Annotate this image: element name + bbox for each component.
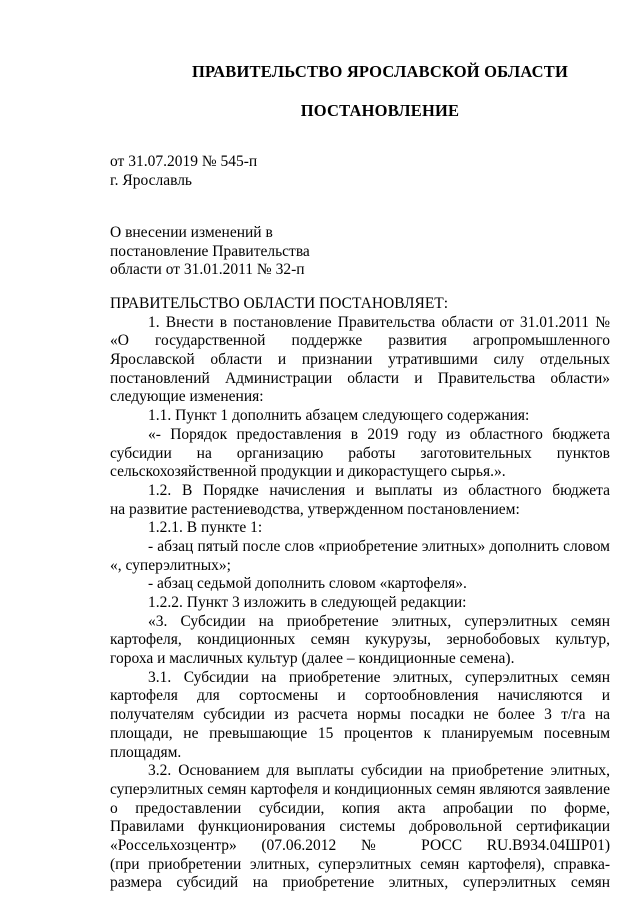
body-line: постановлений Администрации области и Правительства области» xyxy=(110,369,610,387)
body-line: «, суперэлитных»; xyxy=(110,556,231,574)
body-line: площади, не превышающие 15 процентов к планируемым посевным xyxy=(110,724,610,742)
body-line: картофеля для сортосмены и сортообновления начисляются и xyxy=(110,687,610,705)
body-line: суперэлитных семян картофеля и кондиционных семян являются заявление xyxy=(110,780,610,798)
body-line: субсидии на организацию работы заготовительных пунктов xyxy=(110,444,610,462)
body-line: 1. Внести в постановление Правительства области от 31.01.2011 № xyxy=(148,313,610,331)
document-meta xyxy=(110,153,610,190)
body-line: площадям. xyxy=(110,743,182,761)
body-line: 1.2. В Порядке начисления и выплаты из областного бюджета xyxy=(148,481,610,499)
body-line: 3.1. Субсидии на приобретение элитных, суперэлитных семян xyxy=(148,668,610,686)
body-line: «- Порядок предоставления в 2019 году из областного бюджета xyxy=(148,425,610,443)
document-body xyxy=(110,295,610,893)
body-line: сельскохозяйственной продукции и дикорастущего сырья.». xyxy=(110,463,506,481)
body-line: получателям субсидии из расчета нормы посадки не более 3 т/га на xyxy=(110,706,610,724)
body-line: «О государственной поддержке развития агропромышленного xyxy=(110,332,610,350)
body-line: ПРАВИТЕЛЬСТВО ОБЛАСТИ ПОСТАНОВЛЯЕТ: xyxy=(110,295,449,312)
body-line: о предоставлении субсидии, копия акта апробации по форме, xyxy=(110,799,610,817)
body-line: Ярославской области и признании утратившими силу отдельных xyxy=(110,351,610,369)
body-line: 3.2. Основанием для выплаты субсидии на приобретение элитных, xyxy=(148,762,610,780)
body-line: 1.2.2. Пункт 3 изложить в следующей редакции: xyxy=(148,594,467,611)
subject-line: области от 31.01.2011 № 32-п xyxy=(110,261,305,279)
government-title: ПРАВИТЕЛЬСТВО ЯРОСЛАВСКОЙ ОБЛАСТИ xyxy=(191,62,569,81)
city: г. Ярославль xyxy=(110,171,192,189)
document-subject xyxy=(110,224,610,280)
body-line: «Россельхозцентр» (07.06.2012 № РОСС RU.В934.04ШР01) xyxy=(110,836,610,854)
document-type-title: ПОСТАНОВЛЕНИЕ xyxy=(300,101,460,120)
subject-line: постановление Правительства xyxy=(110,242,310,260)
body-line: гороха и масличных культур (далее – кондиционные семена). xyxy=(110,650,515,668)
body-line: (при приобретении элитных, суперэлитных семян картофеля), справка- xyxy=(110,855,610,873)
date-number: от 31.07.2019 № 545-п xyxy=(110,153,258,170)
subject-line: О внесении изменений в xyxy=(110,224,273,241)
body-line: картофеля, кондиционных семян кукурузы, зернобобовых культур, xyxy=(110,631,610,649)
body-line: 1.2.1. В пункте 1: xyxy=(148,519,263,537)
body-line: - абзац седьмой дополнить словом «картофеля». xyxy=(148,575,467,593)
body-line: Правилами функционирования системы добровольной сертификации xyxy=(110,818,610,836)
body-line: «3. Субсидии на приобретение элитных, суперэлитных семян xyxy=(148,612,610,630)
body-line: следующие изменения: xyxy=(110,388,264,406)
body-line: 1.1. Пункт 1 дополнить абзацем следующего содержания: xyxy=(148,407,530,425)
body-line: на развитие растениеводства, утвержденном постановлением: xyxy=(110,500,520,518)
body-line: размера субсидий на приобретение элитных, суперэлитных семян xyxy=(110,874,610,892)
body-line: - абзац пятый после слов «приобретение элитных» дополнить словом xyxy=(148,537,610,555)
